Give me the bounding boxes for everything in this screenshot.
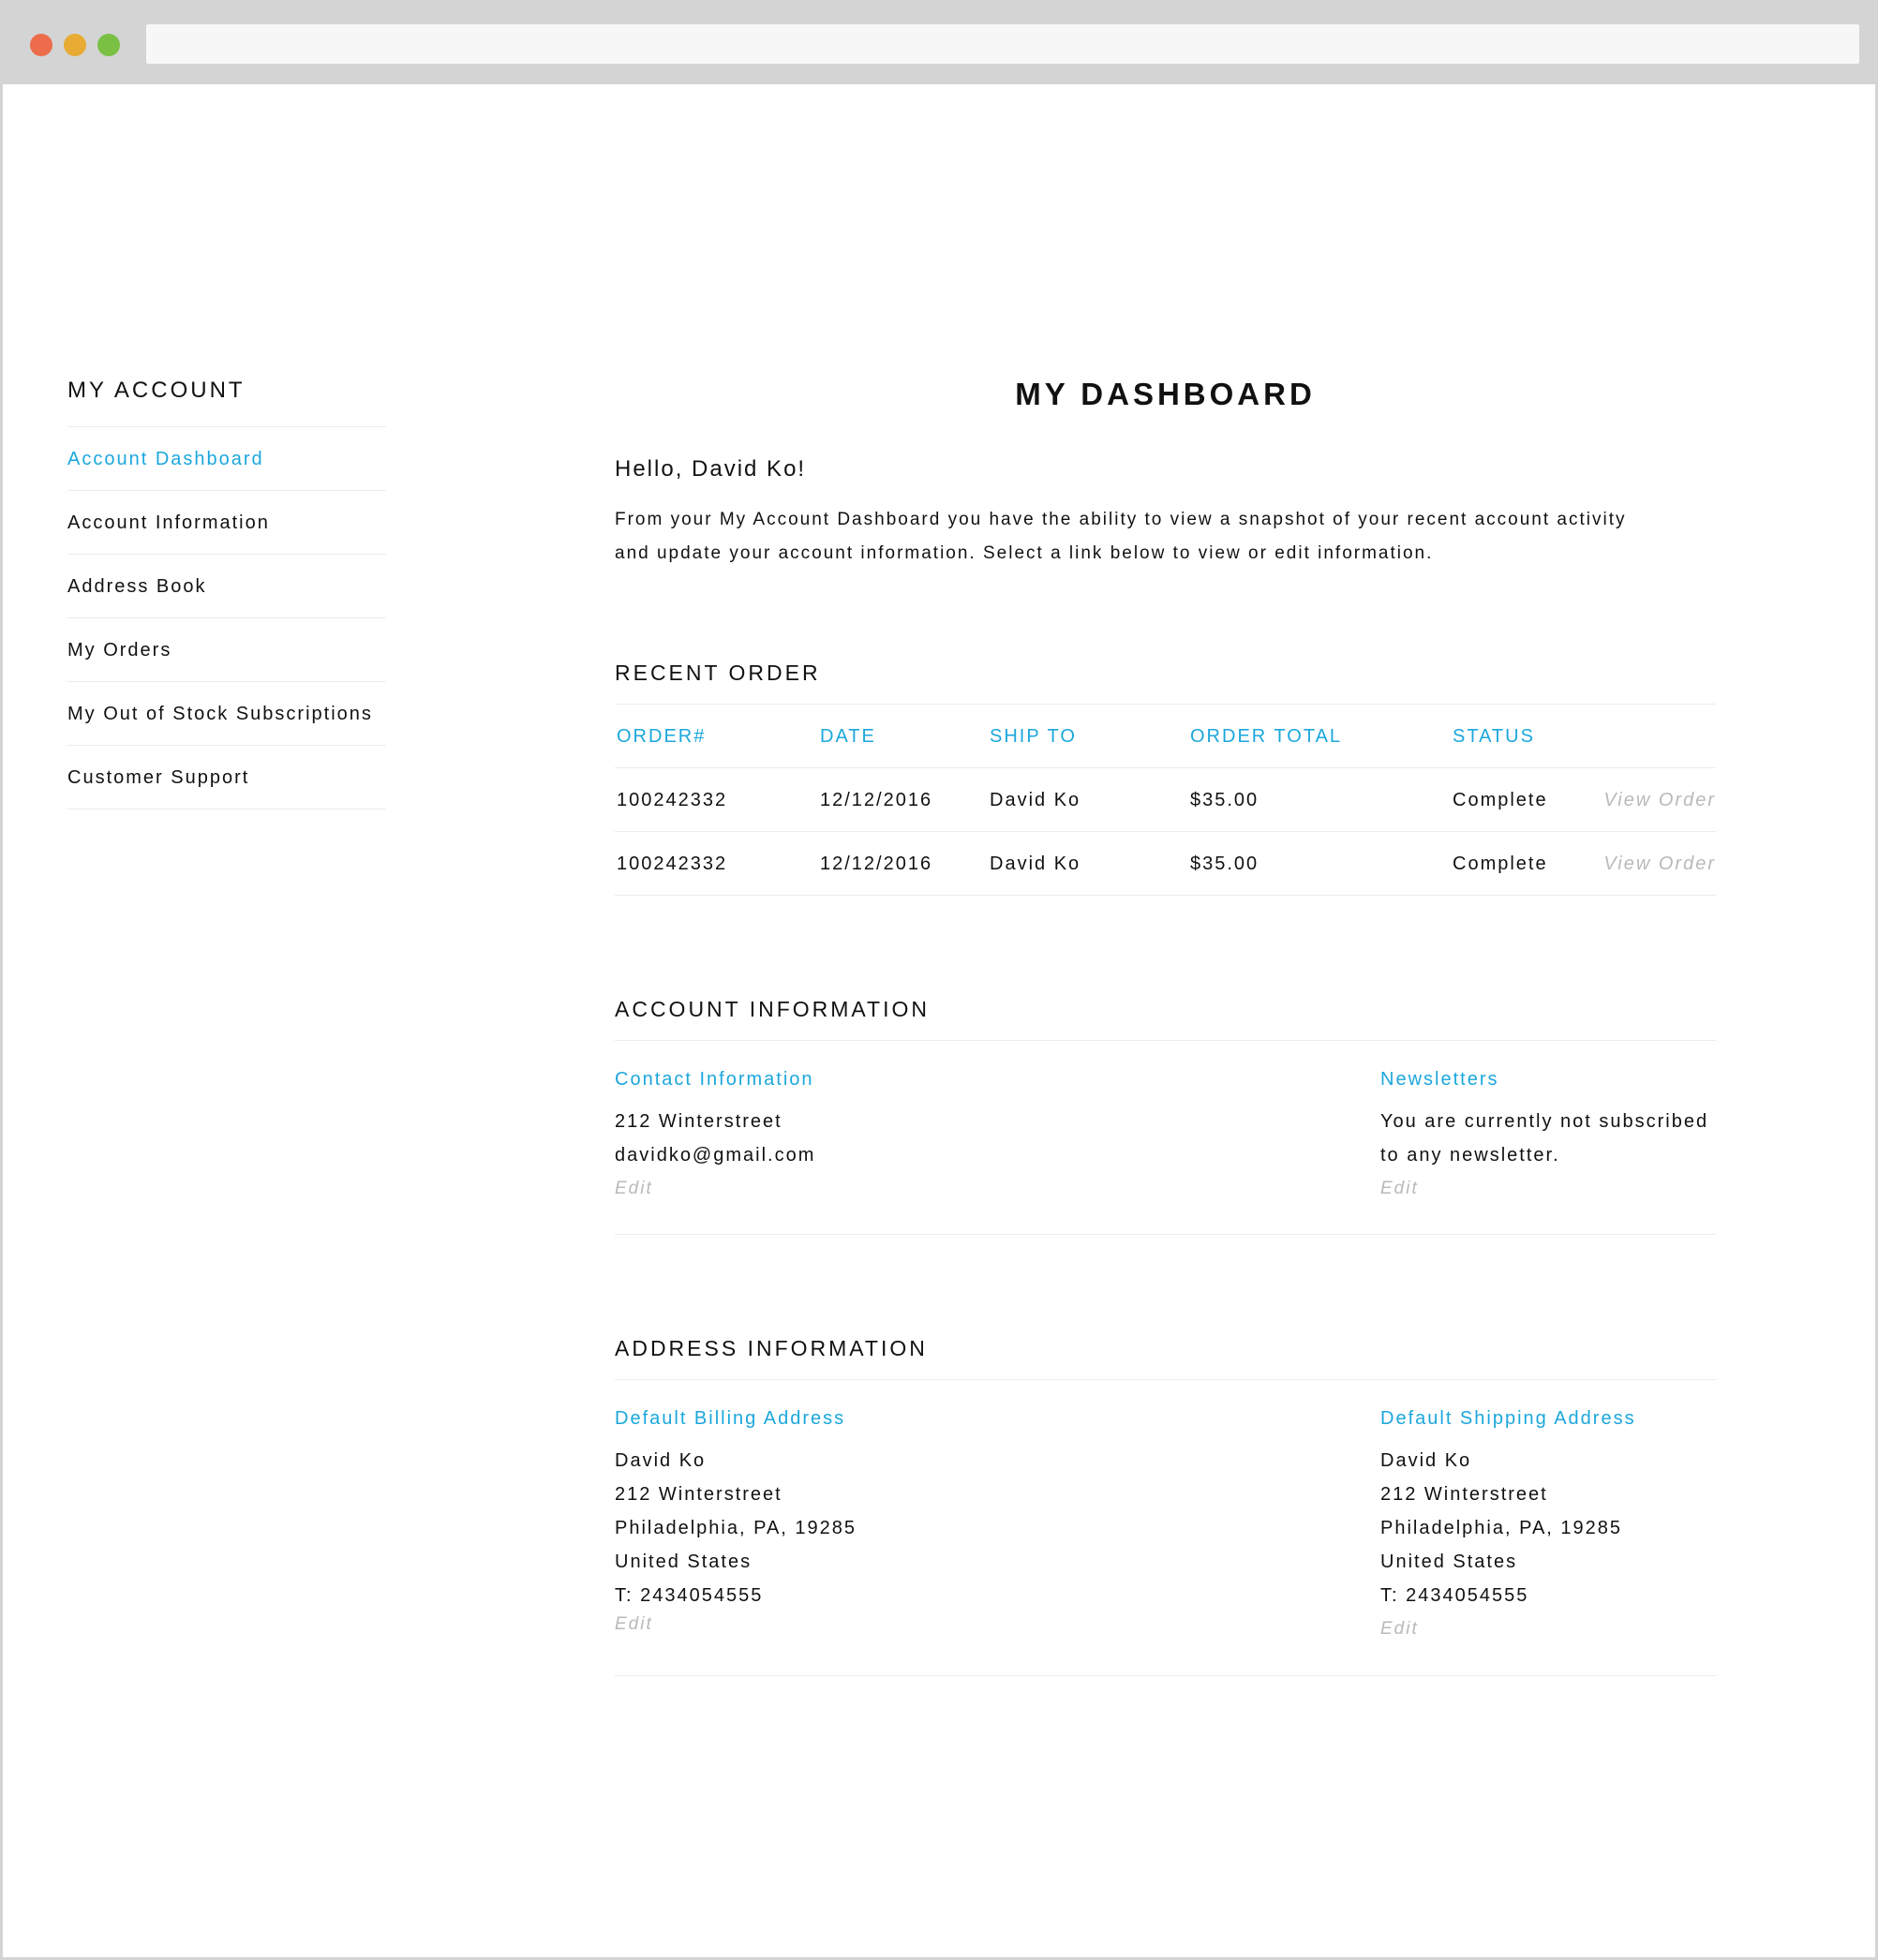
contact-address: 212 Winterstreet: [615, 1111, 782, 1132]
newsletter-status-line: to any newsletter.: [1380, 1145, 1560, 1166]
address-bar[interactable]: [146, 24, 1859, 64]
edit-contact-link[interactable]: Edit: [615, 1179, 653, 1198]
sidebar-item-my-orders[interactable]: My Orders: [67, 618, 386, 682]
contact-email: davidko@gmail.com: [615, 1145, 816, 1166]
default-shipping-address: [1380, 1380, 1636, 1646]
column-header-order-total: ORDER TOTAL: [1190, 726, 1343, 747]
order-status: Complete: [1453, 790, 1548, 810]
billing-city: Philadelphia, PA, 19285: [615, 1518, 857, 1538]
default-billing-address: [615, 1380, 857, 1637]
order-number: 100242332: [617, 790, 728, 810]
intro-line: From your My Account Dashboard you have the ability to view a snapshot of your recent account activity: [615, 510, 1627, 529]
edit-shipping-address-link[interactable]: Edit: [1380, 1619, 1419, 1639]
sidebar-title: MY ACCOUNT: [67, 359, 386, 427]
view-order-link[interactable]: View Order: [1603, 790, 1716, 810]
minimize-window-button[interactable]: [64, 34, 86, 56]
billing-phone: T: 2434054555: [615, 1585, 764, 1606]
edit-newsletters-link[interactable]: Edit: [1380, 1179, 1419, 1198]
account-information-section: [615, 978, 1716, 1235]
dashboard-main: [615, 368, 1716, 1676]
browser-titlebar: [3, 3, 1875, 84]
order-ship-to: David Ko: [990, 790, 1081, 810]
sidebar-item-address-book[interactable]: Address Book: [67, 555, 386, 618]
address-information-block: [615, 1380, 1716, 1676]
column-header-date: DATE: [820, 726, 876, 747]
recent-order-table: [615, 705, 1716, 896]
account-information-heading: ACCOUNT INFORMATION: [615, 978, 1716, 1041]
contact-information: [615, 1041, 815, 1206]
address-information-section: [615, 1317, 1716, 1676]
maximize-window-button[interactable]: [97, 34, 120, 56]
account-information-block: [615, 1041, 1716, 1235]
table-header-row: [615, 705, 1716, 768]
order-date: 12/12/2016: [820, 854, 933, 874]
shipping-street: 212 Winterstreet: [1380, 1484, 1548, 1505]
billing-street: 212 Winterstreet: [615, 1484, 782, 1505]
page-title: MY DASHBOARD: [1015, 377, 1316, 411]
sidebar-item-account-information[interactable]: Account Information: [67, 491, 386, 555]
recent-order-section: [615, 642, 1716, 896]
newsletters-heading: Newsletters: [1380, 1069, 1499, 1090]
column-header-ship-to: SHIP TO: [990, 726, 1077, 747]
intro-text: [615, 503, 1716, 571]
greeting: Hello, David Ko!: [615, 456, 807, 482]
order-status: Complete: [1453, 854, 1548, 874]
address-information-heading: ADDRESS INFORMATION: [615, 1317, 1716, 1380]
shipping-address-heading: Default Shipping Address: [1380, 1408, 1636, 1429]
shipping-city: Philadelphia, PA, 19285: [1380, 1518, 1623, 1538]
close-window-button[interactable]: [30, 34, 52, 56]
edit-billing-address-link[interactable]: Edit: [615, 1614, 653, 1634]
shipping-phone: T: 2434054555: [1380, 1585, 1529, 1606]
shipping-name: David Ko: [1380, 1450, 1472, 1471]
shipping-country: United States: [1380, 1552, 1518, 1572]
account-sidebar: [67, 359, 386, 809]
order-total: $35.00: [1190, 854, 1259, 874]
order-number: 100242332: [617, 854, 728, 874]
sidebar-item-out-of-stock-subscriptions[interactable]: My Out of Stock Subscriptions: [67, 682, 386, 746]
column-header-order: ORDER#: [617, 726, 707, 747]
table-row: [615, 768, 1716, 832]
recent-order-heading: RECENT ORDER: [615, 642, 1716, 705]
billing-country: United States: [615, 1552, 753, 1572]
newsletters: [1380, 1041, 1708, 1206]
order-ship-to: David Ko: [990, 854, 1081, 874]
intro-line: and update your account information. Select a link below to view or edit information.: [615, 543, 1434, 563]
view-order-link[interactable]: View Order: [1603, 854, 1716, 874]
sidebar-item-customer-support[interactable]: Customer Support: [67, 746, 386, 809]
contact-information-heading: Contact Information: [615, 1069, 814, 1090]
billing-address-heading: Default Billing Address: [615, 1408, 846, 1429]
column-header-status: STATUS: [1453, 726, 1535, 747]
newsletter-status-line: You are currently not subscribed: [1380, 1111, 1709, 1132]
order-total: $35.00: [1190, 790, 1259, 810]
table-row: [615, 832, 1716, 896]
order-date: 12/12/2016: [820, 790, 933, 810]
sidebar-item-account-dashboard[interactable]: Account Dashboard: [67, 427, 386, 491]
billing-name: David Ko: [615, 1450, 707, 1471]
